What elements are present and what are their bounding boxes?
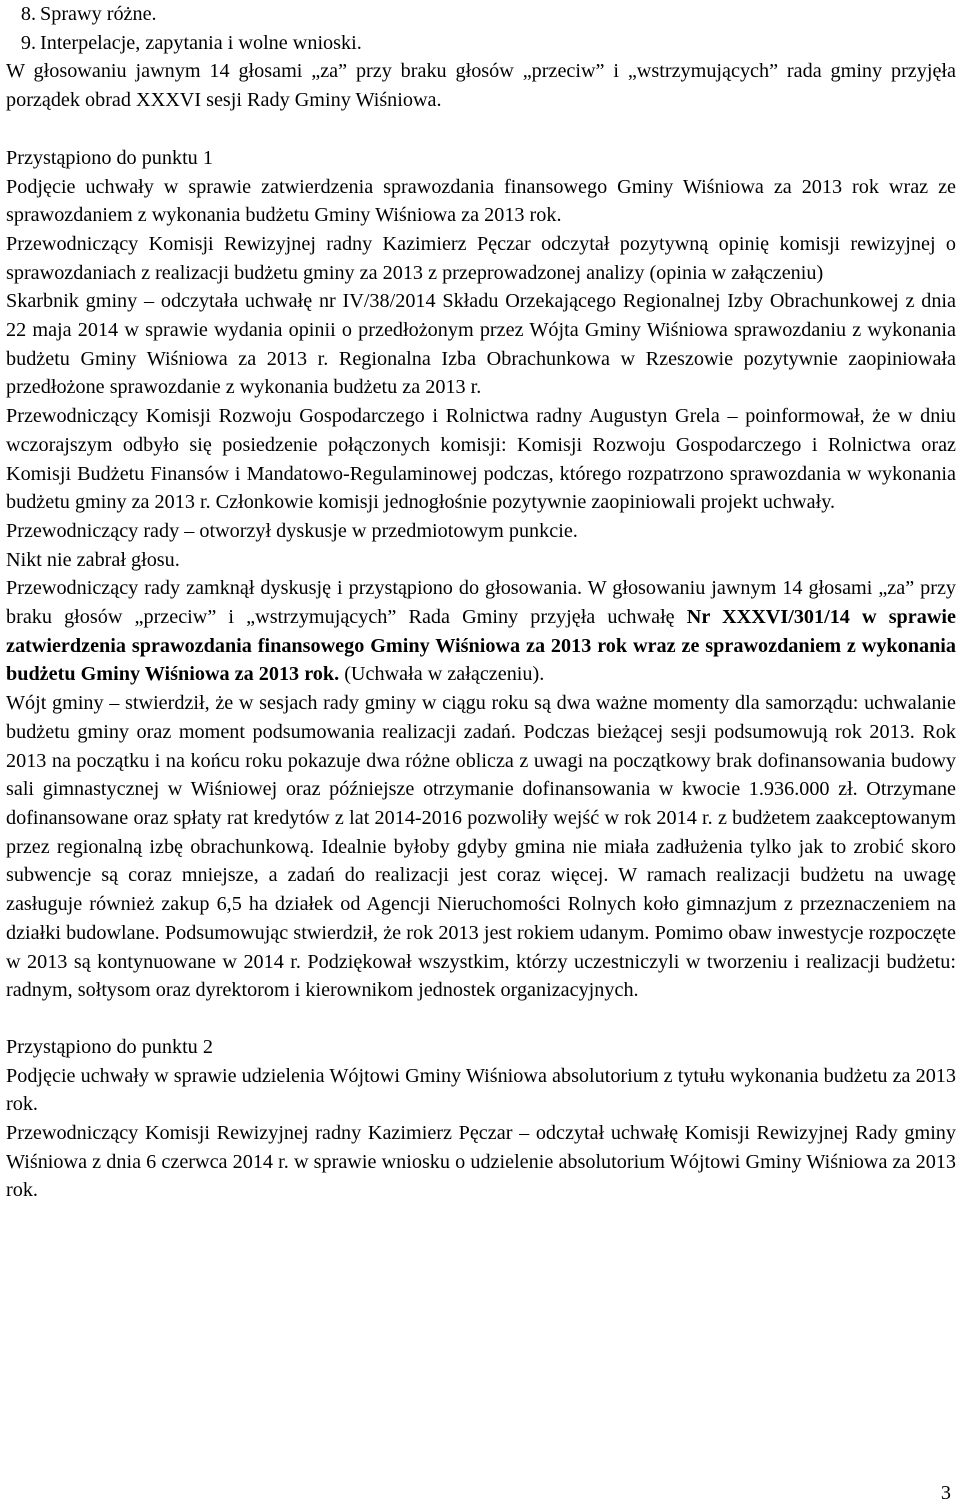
point2-commission-statement: Przewodniczący Komisji Rewizyjnej radny Kazimierz Pęczar – odczytał uchwałę Komisji Rewizyjnej Rady gminy Wiśniowa z dnia 6 czerwca 2014 r. w sprawie wniosku o udzielenie absolutorium Wójtowi Gminy Wiśniowa za 2013 rok. [6,1122,956,1202]
document-body [6,0,956,1205]
point1-nobody-spoke: Nikt nie zabrał głosu. [6,548,180,571]
agenda-vote-paragraph: W głosowaniu jawnym 14 głosami „za” przy braku głosów „przeciw” i „wstrzymujących” rada gminy przyjęła porządek obrad XXXVI sesji Rady Gminy Wiśniowa. [6,60,956,112]
point1-commission-opinion: Przewodniczący Komisji Rewizyjnej radny Kazimierz Pęczar odczytał pozytywną opinię komisji rewizyjnej o sprawozdaniach z realizacji budżetu gminy za 2013 z przeprowadzonej analizy (opinia w załączeniu) [6,232,956,284]
vote-intro-text: Przewodniczący rady zamknął dyskusję i przystąpiono do głosowania. W głosowaniu jawnym 14 głosami „za” przy braku głosów „przeciw” i „wstrzymujących” Rada Gminy przyjęła uchwałę [6,577,956,629]
vote-tail-text: (Uchwała w załączeniu). [339,663,545,686]
agenda-list [6,0,956,57]
list-item-text: Sprawy różne. [40,3,157,25]
point1-treasurer-statement: Skarbnik gminy – odczytała uchwałę nr IV/38/2014 Składu Orzekającego Regionalnej Izby Obrachunkowej z dnia 22 maja 2014 w sprawie wydania opinii o przedłożonym przez Wójta Gminy Wiśniowa sprawozdaniu z wykonania budżetu Gminy Wiśniowa za 2013 r. Regionalna Izba Obrachunkowa w Rzeszowie pozytywnie zaopiniowała przedłożone sprawozdanie z wykonania budżetu za 2013 r. [6,290,956,399]
point2-subject: Podjęcie uchwały w sprawie udzielenia Wójtowi Gminy Wiśniowa absolutorium z tytułu wykonania budżetu za 2013 rok. [6,1064,956,1116]
point1-mayor-statement: Wójt gminy – stwierdził, że w sesjach rady gminy w ciągu roku są dwa ważne momenty dla samorządu: uchwalanie budżetu gminy oraz moment podsumowania realizacji zadań. Podczas bieżącej sesji podsumowują rok 2013. Rok 2013 na początku i na końcu roku pokazuje dwa różne oblicza z uwagi na początkowy brak dofinansowania budowy sali gimnastycznej w Wiśniowej oraz późniejsze otrzymanie dofinansowania w kwocie 1.936.000 zł. Otrzymane dofinansowane oraz spłaty rat kredytów z lat 2014-2016 pozwoliły wejść w rok 2014 r. z budżetem zaakceptowanym przez regionalną izbę obrachunkową. Idealnie byłoby gdyby gmina nie miała zadłużenia tylko jak to zrobić skoro subwencje są coraz mniejsze, a zadań do realizacji jest coraz więcej. W ramach realizacji budżetu na uwagę zasługuje również zakup 6,5 ha działek od Agencji Nieruchomości Rolnych koło gimnazjum z przeznaczeniem na działki budowlane. Podsumowując stwierdził, że rok 2013 jest rokiem udanym. Pomimo obaw inwestycje rozpoczęte w 2013 są kontynuowane w 2014 r. Podziękował wszystkim, którzy uczestniczyli w tworzeniu i realizacji budżetu: radnym, sołtysom oraz dyrektorom i kierownikom jednostek organizacyjnych. [6,692,956,1002]
point1-development-commission: Przewodniczący Komisji Rozwoju Gospodarczego i Rolnictwa radny Augustyn Grela – poinformował, że w dniu wczorajszym odbyło się posiedzenie połączonych komisji: Komisji Rozwoju Gospodarczego i Rolnictwa oraz Komisji Budżetu Finansów i Mandatowo-Regulaminowej podczas, którego rozpatrzono sprawozdania w wykonania budżetu gminy za 2013 r. Członkowie komisji jednogłośnie pozytywnie zaopiniowali projekt uchwały. [6,405,956,514]
point1-heading: Przystąpiono do punktu 1 [6,146,213,169]
point1-subject: Podjęcie uchwały w sprawie zatwierdzenia sprawozdania finansowego Gminy Wiśniowa za 2013 rok wraz ze sprawozdaniem z wykonania budżetu Gminy Wiśniowa za 2013 rok. [6,175,956,227]
list-item [6,29,956,58]
point2-heading: Przystąpiono do punktu 2 [6,1035,213,1058]
list-item-number: 8. [20,3,36,25]
point1-discussion-open: Przewodniczący rady – otworzył dyskusje w przedmiotowym punkcie. [6,519,578,542]
list-item-text: Interpelacje, zapytania i wolne wnioski. [40,31,362,54]
list-item [6,0,956,29]
page-number: 3 [940,1482,951,1504]
list-item-number: 9. [20,31,36,54]
resolution-title: Nr XXXVI/301/14 w sprawie zatwierdzenia sprawozdania finansowego Gminy Wiśniowa za 2013 rok wraz ze sprawozdaniem z wykonania budżetu Gminy Wiśniowa za 2013 rok. [6,606,956,686]
point1-vote-paragraph [6,574,956,689]
